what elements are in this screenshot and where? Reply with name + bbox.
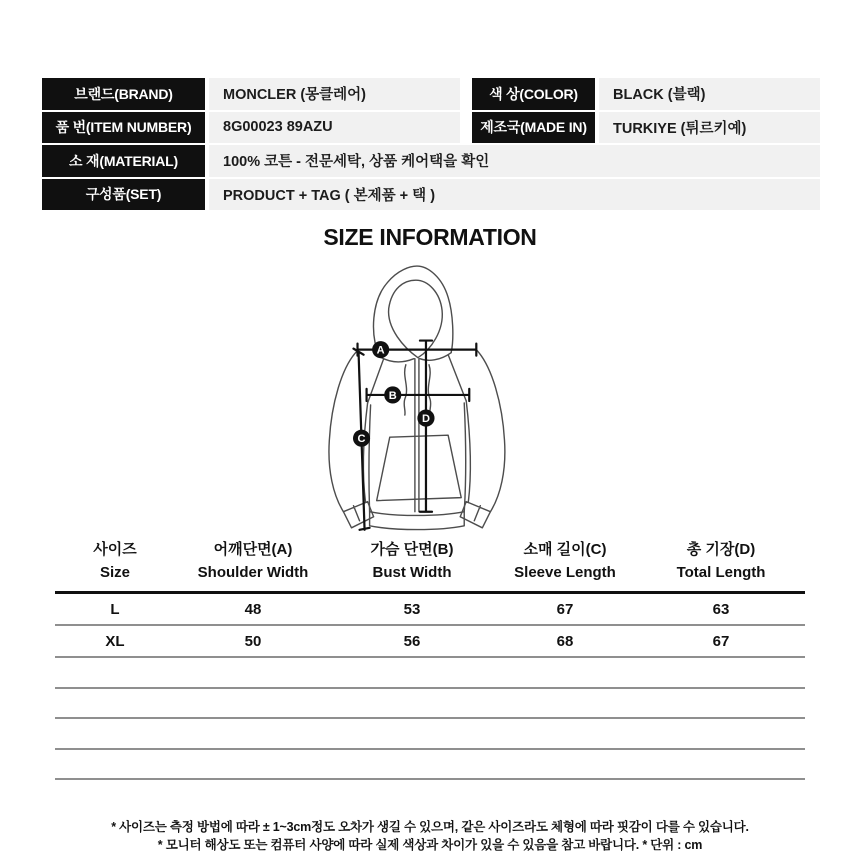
info-row-material — [42, 145, 820, 177]
set-label: 구성품(SET) — [42, 179, 205, 211]
item-number-label: 품 번(ITEM NUMBER) — [42, 112, 205, 144]
body-right-side — [464, 403, 466, 512]
made-in-label: 제조국(MADE IN) — [472, 112, 595, 144]
material-value: 100% 코튼 - 전문세탁, 상품 케어택을 확인 — [209, 145, 820, 177]
column-header-eng: Size — [99, 564, 130, 581]
footnote-monitor-unit: * 모니터 해상도 또는 컴퓨터 사양에 따라 실제 색상과 차이가 있을 수 있음을 참고 바랍니다. * 단위 : cm — [157, 837, 703, 852]
product-info-table — [42, 78, 820, 210]
item-number-value: 8G00023 89AZU — [209, 112, 460, 144]
size-cell: 48 — [244, 600, 262, 618]
column-spacer — [460, 112, 472, 144]
size-cell: 53 — [403, 600, 421, 618]
size-cell: 63 — [712, 600, 730, 618]
size-table-header — [55, 538, 805, 594]
column-header-total-length — [637, 538, 805, 584]
size-cell: 50 — [244, 632, 262, 650]
hoodie-measurement-diagram — [308, 254, 552, 556]
column-header-size — [55, 538, 175, 584]
column-header-sleeve-length — [493, 538, 637, 584]
left-sleeve — [329, 351, 358, 512]
footnote-size-tolerance: * 사이즈는 측정 방법에 따라 ± 1~3cm정도 오차가 생길 수 있으며, 같은 사이즈라도 체형에 따라 핏감이 다를 수 있습니다. — [111, 820, 749, 834]
made-in-value: TURKIYE (튀르키예) — [599, 112, 820, 144]
label-D: D — [421, 413, 430, 426]
footnotes — [0, 819, 860, 854]
size-table-empty-row — [55, 719, 805, 750]
size-cell: 56 — [403, 632, 421, 650]
info-row-itemnumber-madein — [42, 112, 820, 144]
label-B: B — [388, 389, 397, 402]
column-header-shoulder-width — [175, 538, 331, 584]
size-table-empty-row — [55, 689, 805, 720]
brand-label: 브랜드(BRAND) — [42, 78, 205, 110]
column-header-bust-width — [331, 538, 493, 584]
column-header-eng: Total Length — [676, 564, 766, 581]
set-value: PRODUCT + TAG ( 본제품 + 택 ) — [209, 179, 820, 211]
color-value: BLACK (블랙) — [599, 78, 820, 110]
column-header-eng: Shoulder Width — [197, 564, 309, 581]
hood-opening — [389, 280, 443, 358]
column-header-kor: 총 기장(D) — [686, 541, 756, 558]
hoodie-line-drawing — [308, 254, 552, 556]
size-cell: 67 — [712, 632, 730, 650]
column-header-kor: 사이즈 — [93, 541, 137, 558]
brand-value: MONCLER (몽클레어) — [209, 78, 460, 110]
label-C: C — [357, 433, 366, 446]
info-row-brand-color — [42, 78, 820, 110]
body-left-side — [369, 405, 371, 512]
size-table — [55, 538, 805, 780]
column-header-kor: 어깨단면(A) — [213, 541, 293, 558]
right-sleeve-inner — [466, 401, 470, 503]
column-header-eng: Sleeve Length — [514, 564, 616, 581]
column-spacer — [460, 78, 472, 110]
hem-band — [370, 512, 465, 530]
column-header-kor: 가슴 단면(B) — [370, 541, 454, 558]
column-header-eng: Bust Width — [372, 564, 452, 581]
size-cell: L — [110, 600, 120, 618]
column-header-kor: 소매 길이(C) — [523, 541, 607, 558]
size-information-title: SIZE INFORMATION — [323, 224, 537, 250]
measure-line-B — [367, 389, 470, 401]
right-sleeve — [476, 350, 505, 512]
size-row-XL — [55, 626, 805, 658]
size-row-L — [55, 594, 805, 626]
size-cell: 67 — [556, 600, 574, 618]
size-table-empty-row — [55, 750, 805, 781]
color-label: 색 상(COLOR) — [472, 78, 595, 110]
size-cell: XL — [105, 632, 125, 650]
label-A: A — [376, 344, 385, 357]
size-table-empty-row — [55, 658, 805, 689]
material-label: 소 재(MATERIAL) — [42, 145, 205, 177]
zipper — [415, 359, 419, 512]
size-cell: 68 — [556, 632, 574, 650]
info-row-set — [42, 179, 820, 211]
